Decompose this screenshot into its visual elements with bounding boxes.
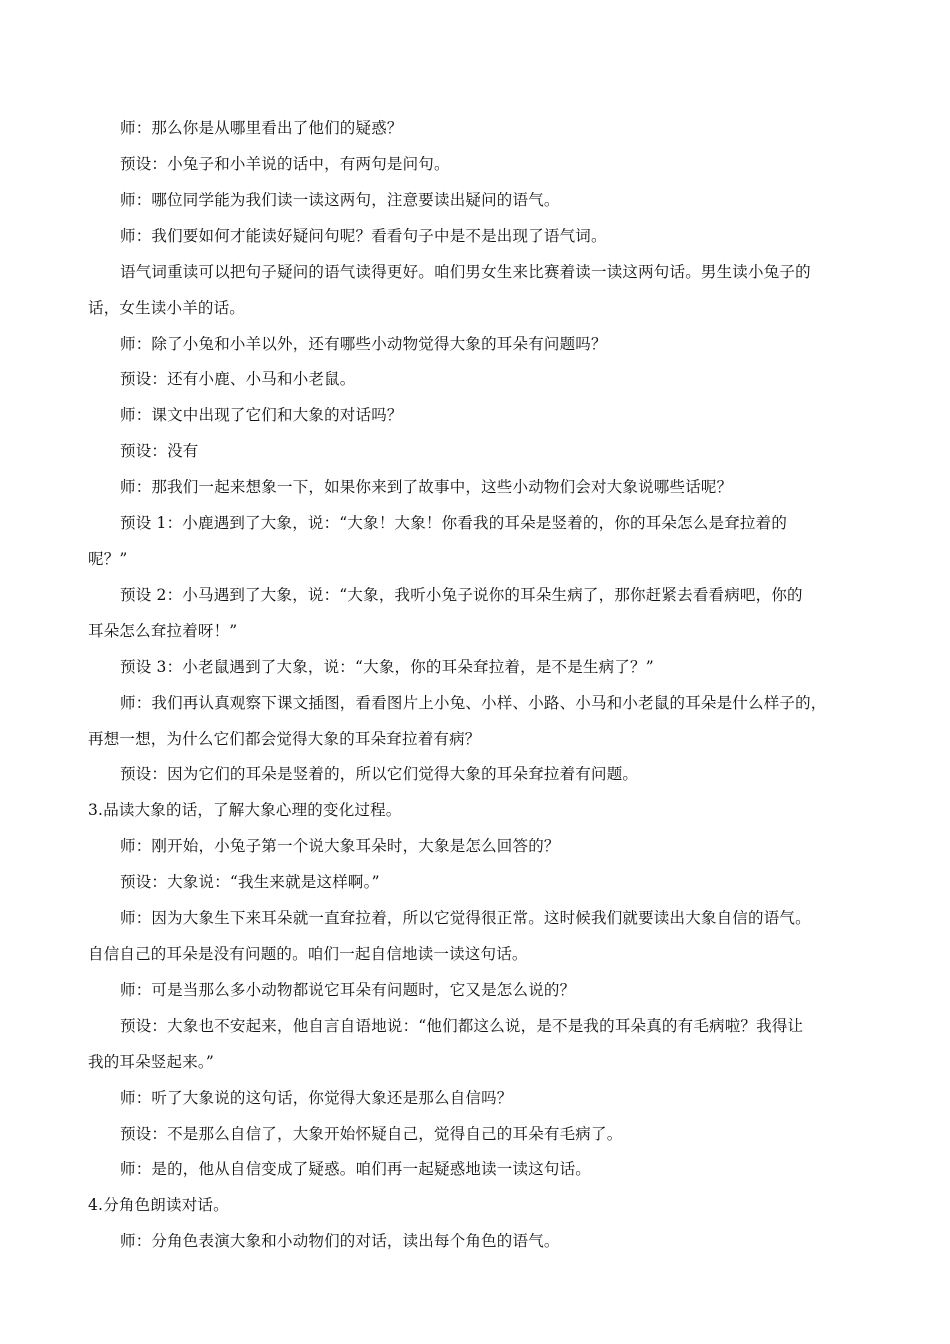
- text-line: 预设：大象说：“我生来就是这样啊。”: [120, 873, 380, 891]
- text-line: 师：哪位同学能为我们读一读这两句，注意要读出疑问的语气。: [120, 191, 560, 209]
- text-line: 预设：小兔子和小羊说的话中，有两句是问句。: [120, 155, 450, 173]
- text-line: 师：是的，他从自信变成了疑惑。咱们再一起疑惑地读一读这句话。: [120, 1160, 592, 1178]
- text-line: 师：课文中出现了它们和大象的对话吗？: [120, 406, 403, 424]
- text-line: 预设：因为它们的耳朵是竖着的，所以它们觉得大象的耳朵耷拉着有问题。: [120, 765, 639, 783]
- text-line: 师：因为大象生下来耳朵就一直耷拉着，所以它觉得很正常。这时候我们就要读出大象自信的语气。: [120, 909, 811, 927]
- text-line: 师：分角色表演大象和小动物们的对话，读出每个角色的语气。: [120, 1232, 560, 1250]
- text-line: 师：那我们一起来想象一下，如果你来到了故事中，这些小动物们会对大象说哪些话呢？: [120, 478, 733, 496]
- text-line: 自信自己的耳朵是没有问题的。咱们一起自信地读一读这句话。: [88, 945, 528, 963]
- text-line: 我的耳朵竖起来。”: [88, 1053, 214, 1071]
- text-line: 预设：不是那么自信了，大象开始怀疑自己，觉得自己的耳朵有毛病了。: [120, 1125, 623, 1143]
- text-line: 预设：还有小鹿、小马和小老鼠。: [120, 370, 356, 388]
- text-line: 师：我们再认真观察下课文插图，看看图片上小兔、小样、小路、小马和小老鼠的耳朵是什么样子的，: [120, 694, 827, 712]
- text-line: 师：除了小兔和小羊以外，还有哪些小动物觉得大象的耳朵有问题吗？: [120, 335, 607, 353]
- text-line: 耳朵怎么耷拉着呀！”: [88, 622, 238, 640]
- text-line: 话，女生读小羊的话。: [88, 299, 246, 317]
- text-line: 师：我们要如何才能读好疑问句呢？看看句子中是不是出现了语气词。: [120, 227, 607, 245]
- text-line: 再想一想，为什么它们都会觉得大象的耳朵耷拉着有病？: [88, 730, 481, 748]
- section-heading: 4.分角色朗读对话。: [88, 1196, 229, 1214]
- text-line: 预设：大象也不安起来，他自言自语地说：“他们都这么说，是不是我的耳朵真的有毛病啦？我得让: [120, 1017, 804, 1035]
- section-heading: 3.品读大象的话，了解大象心理的变化过程。: [88, 801, 402, 819]
- text-line: 师：刚开始，小兔子第一个说大象耳朵时，大象是怎么回答的？: [120, 837, 560, 855]
- text-line: 语气词重读可以把句子疑问的语气读得更好。咱们男女生来比赛着读一读这两句话。男生读小兔子的: [120, 263, 811, 281]
- text-line: 预设：没有: [120, 442, 199, 460]
- text-line: 预设 2：小马遇到了大象，说：“大象，我听小兔子说你的耳朵生病了，那你赶紧去看看病吧，你的: [120, 586, 803, 604]
- text-line: 预设 1：小鹿遇到了大象，说：“大象！大象！你看我的耳朵是竖着的，你的耳朵怎么是耷拉着的: [120, 514, 788, 532]
- text-line: 师：那么你是从哪里看出了他们的疑惑？: [120, 119, 403, 137]
- text-line: 呢？”: [88, 550, 128, 568]
- text-line: 师：可是当那么多小动物都说它耳朵有问题时，它又是怎么说的？: [120, 981, 576, 999]
- text-line: 预设 3：小老鼠遇到了大象，说：“大象，你的耳朵耷拉着，是不是生病了？”: [120, 658, 654, 676]
- text-line: 师：听了大象说的这句话，你觉得大象还是那么自信吗？: [120, 1089, 513, 1107]
